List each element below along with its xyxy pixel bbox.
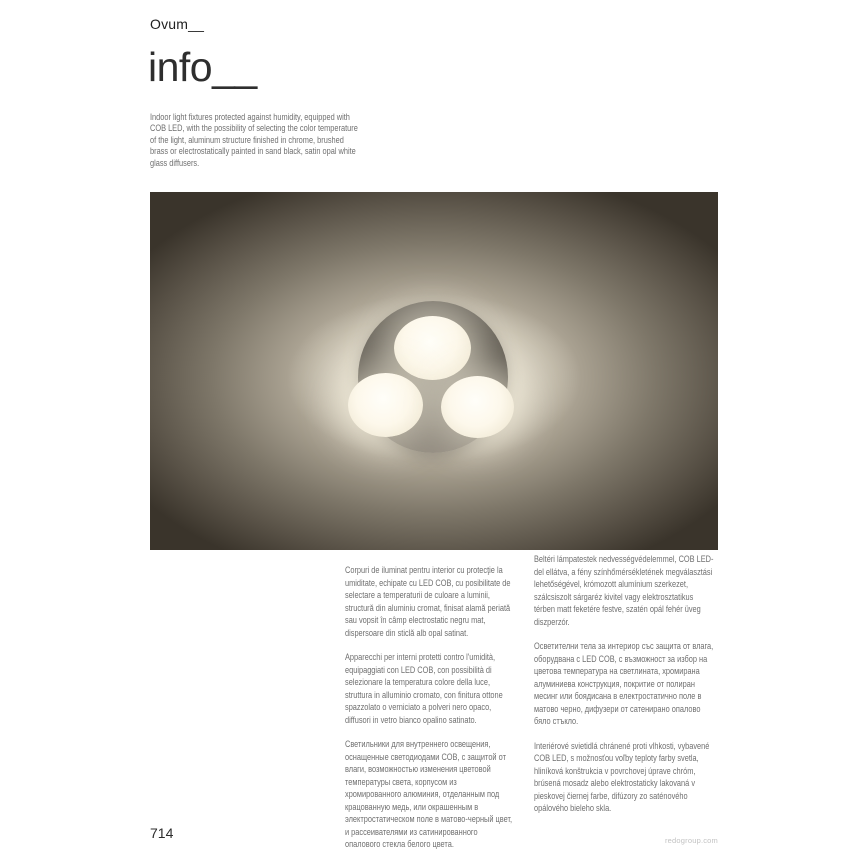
page-number: 714 xyxy=(150,825,174,841)
description-english: Indoor light fixtures protected against humidity, equipped with COB LED, with the possibility of selecting the color temperature of the light, aluminum structure finished in chrome, brushed brass or electrostatically painted in sand black, satin opal white glass diffusers. xyxy=(150,112,358,168)
description-romanian: Corpuri de iluminat pentru interior cu protecţie la umiditate, echipate cu LED COB, cu posibilitate de selectare a temperaturii de culoare a luminii, structură din aluminiu cromat, finisat alamă periată sau vopsit în câmp electrostatic negru mat, dispersoare din sticlă alb opal satinat. xyxy=(345,565,511,638)
description-russian: Светильники для внутреннего освещения, оснащенные светодиодами COB, с защитой от влаги, возможностью изменения цветовой температуры света, корпусом из хромированного алюминия, отделанным под крацованную медь, или окрашенным в электростатическом поле в матово-черный цвет, и рассеивателями из сатинированного опалового стекла белого цвета. xyxy=(345,739,513,849)
page-title: info__ xyxy=(148,44,257,90)
website-link[interactable]: redogroup.com xyxy=(664,836,718,845)
translations-column-right xyxy=(534,553,715,827)
description-slovak: Interiérové svietidlá chránené proti vlhkosti, vybavené COB LED, s možnosťou voľby teploty farby svetla, hliníková konštrukcia v povrchovej úprave chróm, brúsená mosadz alebo elektrostaticky lakovaná v pieskovej čiernej farbe, difúzory zo saténového opálového bieleho skla. xyxy=(534,740,710,813)
translations-column-left xyxy=(345,564,515,863)
description-bulgarian: Осветителни тела за интериор със защита от влага, оборудвана с LED COB, с възможност за избор на цветова температура на светлината, хромирана алуминиева конструкция, покритие от полиран месинг или боядисана в електростатично поле в матово черно, дифузери от сатенирано опалово бяло стъкло. xyxy=(534,641,714,726)
product-name: Ovum__ xyxy=(150,16,205,32)
lamp-diffuser-top xyxy=(394,316,471,380)
lamp-diffuser-left xyxy=(348,373,423,437)
product-photo xyxy=(150,192,718,550)
lamp-diffuser-right xyxy=(441,376,514,438)
description-hungarian: Beltéri lámpatestek nedvességvédelemmel, COB LED-del ellátva, a fény színhőmérsékletének megválasztási lehetőségével, krómozott alumínium szerkezet, szálcsiszolt sárgaréz kivitel vagy elektrosztatikus térben matt feketére festve, szatén opál fehér üveg diszperzór. xyxy=(534,554,714,627)
description-italian: Apparecchi per interni protetti contro l'umidità, equipaggiati con LED COB, con possibilità di selezionare la temperatura colore della luce, struttura in alluminio cromato, con finitura ottone spazzolato o verniciato a polveri nero opaco, diffusori in vetro bianco opalino satinato. xyxy=(345,652,503,725)
